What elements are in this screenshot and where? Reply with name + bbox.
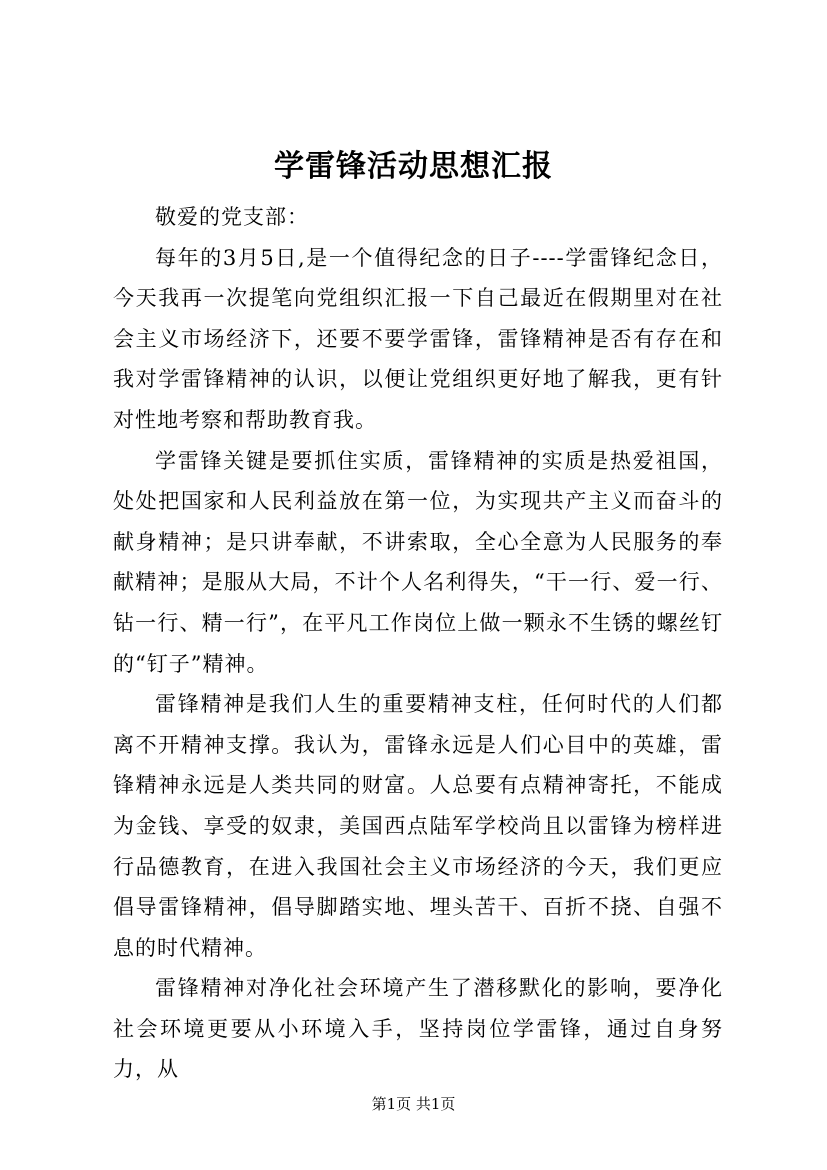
paragraph-1: 每年的3月5日,是一个值得纪念的日子----学雷锋纪念日，今天我再一次提笔向党组织汇报一下自己最近在假期里对在社会主义市场经济下，还要不要学雷锋，雷锋精神是否有存在和我对学雷锋精神的认识，以便让党组织更好地了解我，更有针对性地考察和帮助教育我。 [113, 245, 723, 432]
paragraph-3: 雷锋精神是我们人生的重要精神支柱，任何时代的人们都离不开精神支撑。我认为，雷锋永远是人们心目中的英雄，雷锋精神永远是人类共同的财富。人总要有点精神寄托，不能成为金钱、享受的奴隶，美国西点陆军学校尚且以雷锋为榜样进行品德教育，在进入我国社会主义市场经济的今天，我们更应倡导雷锋精神，倡导脚踏实地、埋头苦干、百折不挠、自强不息的时代精神。 [113, 692, 723, 960]
paragraph-4: 雷锋精神对净化社会环境产生了潜移默化的影响，要净化社会环境更要从小环境入手，坚持岗位学雷锋，通过自身努力，从 [113, 976, 723, 1082]
salutation: 敬爱的党支部： [155, 205, 309, 229]
paragraph-2: 学雷锋关键是要抓住实质，雷锋精神的实质是热爱祖国，处处把国家和人民利益放在第一位，为实现共产主义而奋斗的献身精神；是只讲奉献，不讲索取，全心全意为人民服务的奉献精神；是服从大局，不计个人名利得失，“干一行、爱一行、钻一行、精一行”，在平凡工作岗位上做一颗永不生锈的螺丝钉的“钉子”精神。 [113, 448, 723, 676]
document-body [113, 197, 723, 1090]
document-title: 学雷锋活动思想汇报 [274, 149, 553, 184]
page-number-footer: 第1页 共1页 [371, 1095, 456, 1113]
